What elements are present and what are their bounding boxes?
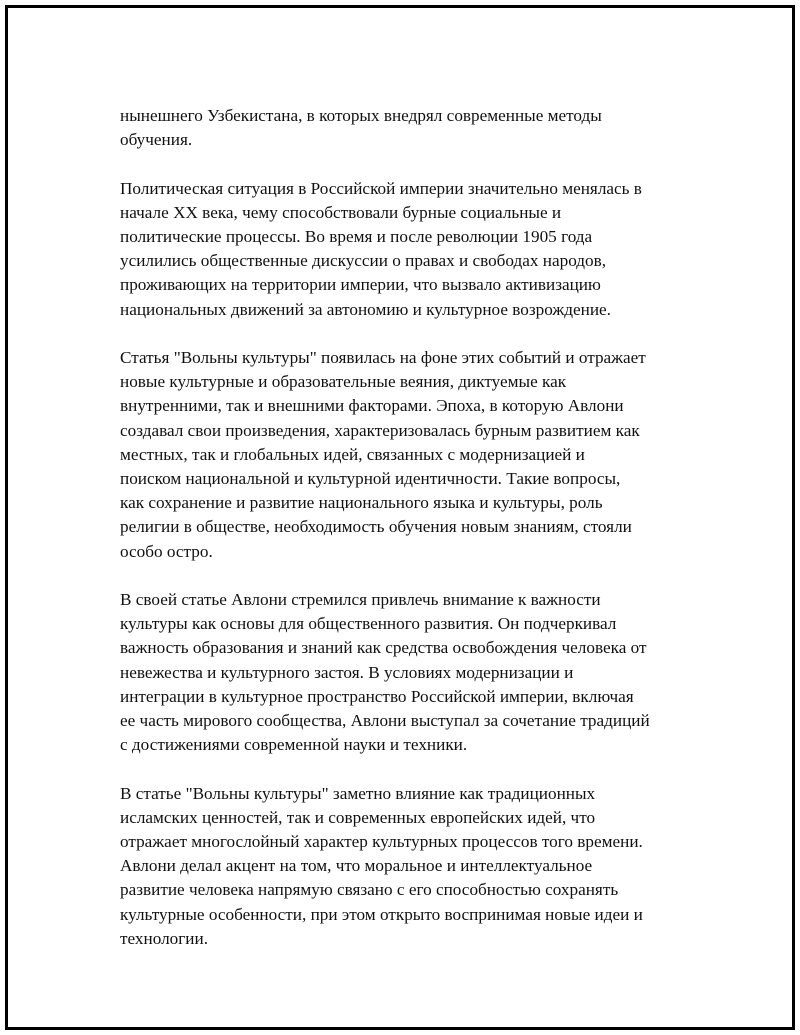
paragraph: В своей статье Авлони стремился привлечь внимание к важности культуры как основы для общественного развития. Он подчеркивал важность образования и знаний как средства освобождения человека от невежества и культурного застоя. В условиях модернизации и интеграции в культурное пространство Российской империи, включая ее часть мирового сообщества, Авлони выступал за сочетание традиций с достижениями современной науки и техники.	[120, 590, 650, 755]
paragraph: Статья "Вольны культуры" появилась на фоне этих событий и отражает новые культурные и образовательные веяния, диктуемые как внутренними, так и внешними факторами. Эпоха, в которую Авлони создавал свои произведения, характеризовалась бурным развитием как местных, так и глобальных идей, связанных с модернизацией и поиском национальной и культурной идентичности. Такие вопросы, как сохранение и развитие национального языка и культуры, роль религии в обществе, необходимость обучения новым знаниям, стояли особо остро.	[120, 348, 646, 561]
paragraph: В статье "Вольны культуры" заметно влияние как традиционных исламских ценностей, так и современных европейских идей, что отражает многослойный характер культурных процессов того времени. Авлони делал акцент на том, что моральное и интеллектуальное развитие человека напрямую связано с его способностью сохранять культурные особенности, при этом открыто воспринимая новые идеи и технологии.	[120, 783, 643, 948]
paragraph: Политическая ситуация в Российской империи значительно менялась в начале XX века, чему способствовали бурные социальные и политические процессы. Во время и после революции 1905 года усилились общественные дискуссии о правах и свободах народов, проживающих на территории империи, что вызвало активизацию национальных движений за автономию и культурное возрождение.	[120, 178, 642, 319]
document-body	[120, 104, 700, 975]
paragraph: нынешнего Узбекистана, в которых внедрял современные методы обучения.	[120, 106, 602, 150]
page-border	[5, 5, 795, 1030]
